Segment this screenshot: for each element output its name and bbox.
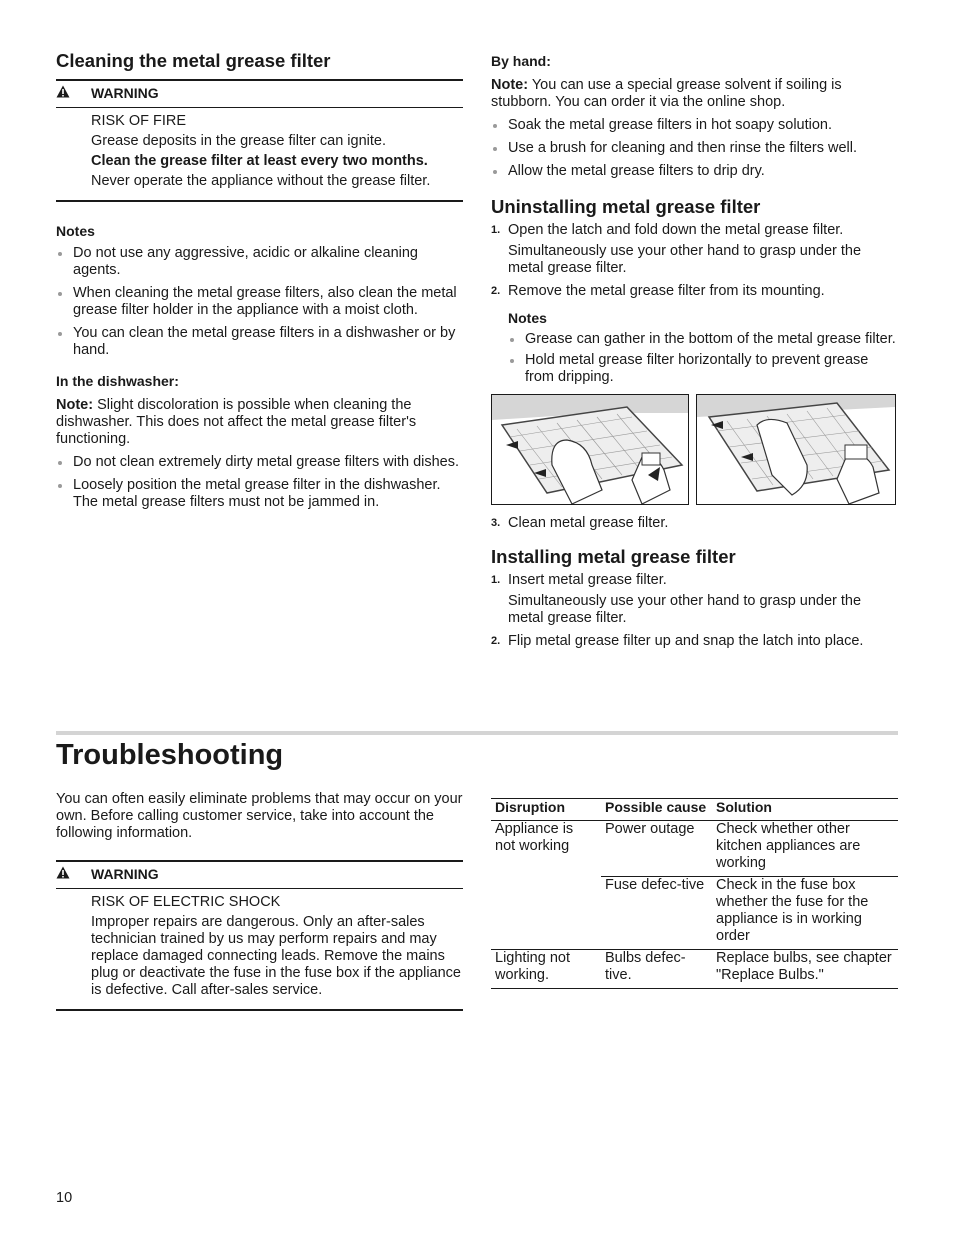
- section-title-troubleshooting: Troubleshooting: [56, 739, 284, 771]
- table-cell-cause: Power outage: [601, 821, 712, 877]
- section-title-cleaning: Cleaning the metal grease filter: [56, 50, 331, 71]
- step-item: [491, 515, 898, 532]
- step-number: 1.: [491, 574, 501, 586]
- list-item: When cleaning the metal grease filters, also clean the metal grease filter holder in the appliance with a moist cloth.: [56, 285, 463, 319]
- step-item: [491, 572, 898, 627]
- step-number: 3.: [491, 517, 501, 529]
- notes-list: [56, 245, 463, 359]
- step-text: Open the latch and fold down the metal grease filter.: [508, 222, 844, 238]
- table-cell-disruption: Lighting not working.: [491, 950, 601, 989]
- illustration-fold-down-filter: [491, 394, 689, 505]
- warning-triangle-icon: [56, 85, 91, 102]
- warning-body: [56, 889, 463, 1009]
- step-subtext: Simultaneously use your other hand to grasp under the metal grease filter.: [508, 243, 862, 276]
- table-header-row: [491, 799, 898, 821]
- list-item: Loosely position the metal grease filter in the dishwasher. The metal grease filters must not be jammed in.: [56, 477, 463, 511]
- troubleshooting-table-wrap: [491, 798, 898, 989]
- list-item: Allow the metal grease filters to drip dry.: [491, 163, 898, 180]
- warning-header: [56, 81, 463, 108]
- step-subtext: Simultaneously use your other hand to grasp under the metal grease filter.: [508, 593, 862, 626]
- byhand-list: [491, 117, 898, 180]
- column-header-cause: Possible cause: [601, 799, 712, 821]
- warning-label: WARNING: [91, 866, 159, 882]
- dishwasher-list: [56, 454, 463, 511]
- step-text: Clean metal grease filter.: [508, 515, 669, 531]
- dishwasher-note: [56, 397, 463, 448]
- right-column: [491, 50, 898, 656]
- fire-warning-box: [56, 79, 463, 202]
- section-title-install: Installing metal grease filter: [491, 546, 736, 567]
- troubleshooting-intro: You can often easily eliminate problems that may occur on your own. Before calling customer service, take into account the following information.: [56, 791, 463, 841]
- install-steps: [491, 572, 898, 650]
- illustration-remove-filter: [696, 394, 896, 505]
- step-number: 1.: [491, 224, 501, 236]
- table-cell-cause: Bulbs defec-tive.: [601, 950, 712, 989]
- warning-label: WARNING: [91, 85, 159, 101]
- troubleshooting-left: [56, 791, 463, 1011]
- warning-risk: RISK OF FIRE: [91, 113, 187, 129]
- warning-header: [56, 862, 463, 889]
- table-cell-solution: Check whether other kitchen appliances are working: [712, 821, 898, 877]
- note-text: Slight discoloration is possible when cleaning the dishwasher. This does not affect the metal grease filter's functioning.: [56, 397, 417, 447]
- table-row: [491, 950, 898, 989]
- step-item: [491, 633, 898, 650]
- note-text: You can use a special grease solvent if soiling is stubborn. You can order it via the online shop.: [491, 77, 842, 110]
- notes-list: [508, 331, 898, 386]
- step-number: 2.: [491, 285, 501, 297]
- step-text: Flip metal grease filter up and snap the latch into place.: [508, 633, 864, 649]
- warning-line: Never operate the appliance without the grease filter.: [91, 173, 431, 189]
- step-text: Insert metal grease filter.: [508, 572, 667, 588]
- table-row: [491, 821, 898, 877]
- table-cell-disruption: Appliance is not working: [491, 821, 601, 950]
- table-cell-solution: Replace bulbs, see chapter "Replace Bulbs.": [712, 950, 898, 989]
- troubleshooting-table: [491, 798, 898, 989]
- section-divider: [56, 731, 898, 735]
- list-item: Do not clean extremely dirty metal grease filters with dishes.: [56, 454, 463, 471]
- warning-triangle-icon: [56, 866, 91, 883]
- warning-text: Improper repairs are dangerous. Only an after-sales technician trained by us may perform repairs and may replace damaged connecting leads. Remove the mains plug or deactivate the fuse in the fuse box if the appliance is defective. Call after-sales service.: [91, 914, 461, 998]
- warning-instruction: Clean the grease filter at least every two months.: [91, 153, 428, 169]
- list-item: Do not use any aggressive, acidic or alkaline cleaning agents.: [56, 245, 463, 279]
- step-text: Remove the metal grease filter from its mounting.: [508, 283, 825, 299]
- page-number: 10: [56, 1190, 73, 1206]
- step-item: [491, 222, 898, 277]
- step-number: 2.: [491, 635, 501, 647]
- byhand-heading: By hand:: [491, 53, 551, 69]
- filter-illustrations: [491, 394, 898, 505]
- list-item: Use a brush for cleaning and then rinse the filters well.: [491, 140, 898, 157]
- table-cell-cause: Fuse defec-tive: [601, 877, 712, 950]
- warning-risk: RISK OF ELECTRIC SHOCK: [91, 894, 281, 910]
- uninstall-notes: [508, 310, 898, 386]
- step-item: [491, 283, 898, 386]
- column-header-solution: Solution: [712, 799, 898, 821]
- notes-heading: Notes: [508, 310, 547, 326]
- uninstall-steps-continued: [491, 515, 898, 532]
- column-header-disruption: Disruption: [491, 799, 601, 821]
- left-column: [56, 50, 463, 517]
- warning-line: Grease deposits in the grease filter can ignite.: [91, 133, 386, 149]
- electric-warning-box: [56, 860, 463, 1011]
- uninstall-steps: [491, 222, 898, 386]
- note-label: Note:: [491, 77, 529, 93]
- note-label: Note:: [56, 397, 94, 413]
- dishwasher-heading: In the dishwasher:: [56, 373, 179, 389]
- list-item: Hold metal grease filter horizontally to prevent grease from dripping.: [508, 352, 898, 386]
- byhand-note: [491, 77, 898, 111]
- section-title-uninstall: Uninstalling metal grease filter: [491, 196, 761, 217]
- list-item: You can clean the metal grease filters in a dishwasher or by hand.: [56, 325, 463, 359]
- list-item: Soak the metal grease filters in hot soapy solution.: [491, 117, 898, 134]
- notes-heading: Notes: [56, 223, 95, 239]
- warning-body: [56, 108, 463, 200]
- list-item: Grease can gather in the bottom of the metal grease filter.: [508, 331, 898, 348]
- table-cell-solution: Check in the fuse box whether the fuse for the appliance is in working order: [712, 877, 898, 950]
